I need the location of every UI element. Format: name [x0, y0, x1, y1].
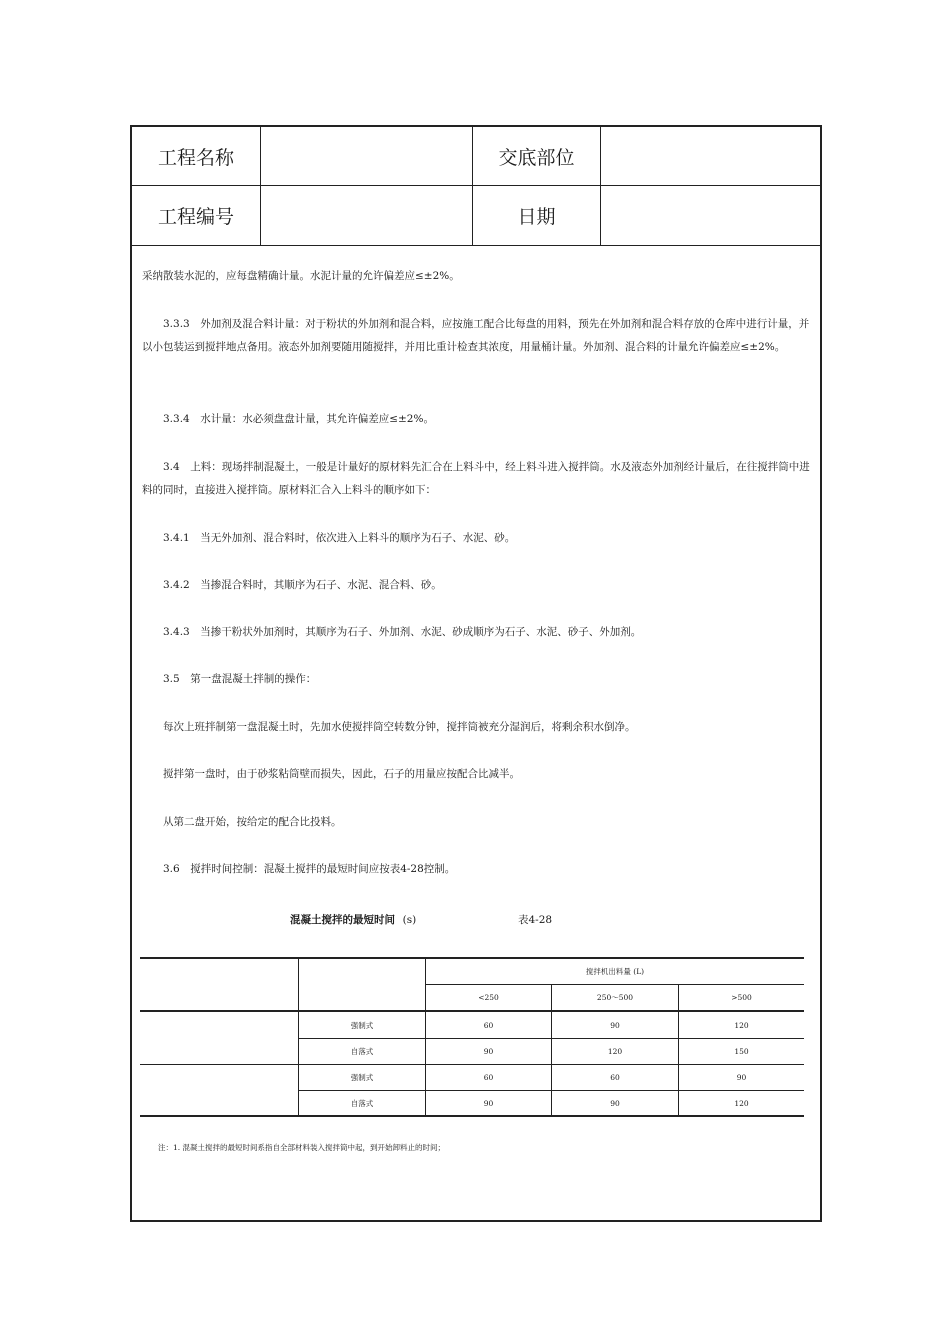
- table-col-header: >500: [731, 993, 752, 1002]
- paragraph: 3.4.1 当无外加剂、混合料时，依次进入上料斗的顺序为石子、水泥、砂。: [163, 532, 516, 544]
- paragraph: 3.5 第一盘混凝土拌制的操作：: [163, 673, 317, 685]
- paragraph: 3.4.2 当掺混合料时，其顺序为石子、水泥、混合料、砂。: [163, 579, 442, 591]
- table-row-type: 自落式: [350, 1098, 374, 1108]
- table-cell: 120: [734, 1020, 749, 1030]
- paragraph: 搅拌第一盘时，由于砂浆粘筒壁而损失，因此，石子的用量应按配合比减半。: [163, 768, 520, 780]
- table-row-type: 强制式: [350, 1073, 374, 1082]
- table-group-header: 搅拌机出料量 (L): [585, 967, 645, 976]
- table-number: 表4-28: [518, 914, 553, 926]
- header-grid: [132, 127, 820, 245]
- table-caption-unit: (s): [402, 914, 417, 926]
- paragraph: 采纳散装水泥的，应每盘精确计量。水泥计量的允许偏差应≤±2%。: [142, 270, 460, 282]
- table-cell: 60: [610, 1073, 620, 1082]
- table-cell: 120: [607, 1047, 623, 1056]
- table-cell: 120: [734, 1098, 749, 1108]
- table-col-header: 250～500: [596, 993, 634, 1002]
- paragraph: 3.4.3 当掺干粉状外加剂时，其顺序为石子、外加剂、水泥、砂成顺序为石子、水泥、砂子、外加剂。: [163, 626, 642, 638]
- table-cell: 90: [483, 1047, 494, 1056]
- table-caption-text: 混凝土搅拌的最短时间: [290, 914, 395, 926]
- table-cell: 90: [483, 1098, 494, 1108]
- part-label: 交底部位: [498, 146, 575, 169]
- paragraph: 每次上班拌制第一盘混凝土时，先加水使搅拌筒空转数分钟，搅拌筒被充分湿润后，将剩余积水倒净。: [163, 721, 636, 733]
- table-cell: 90: [736, 1073, 747, 1082]
- table-cell: 150: [734, 1047, 749, 1056]
- table-rule-bottom: [140, 1115, 804, 1117]
- table-cell: 90: [610, 1020, 620, 1030]
- table-cell: 60: [483, 1020, 494, 1030]
- table-cell: 60: [483, 1073, 494, 1082]
- divider: [132, 245, 820, 246]
- project-name-field[interactable]: [261, 127, 472, 185]
- project-no-label: 工程编号: [157, 206, 234, 228]
- table-col-header: <250: [478, 993, 499, 1002]
- paragraph: 3.3.4 水计量：水必须盘盘计量，其允许偏差应≤±2%。: [163, 413, 434, 425]
- date-field[interactable]: [601, 186, 820, 245]
- document-frame: [130, 125, 822, 1222]
- paragraph: 3.3.3 外加剂及混合料计量：对于粉状的外加剂和混合料，应按施工配合比每盘的用料，预先在外加剂和混合料存放的仓库中进行计量，并以小包装运到搅拌地点备用。液态外加剂要随用随搅拌，并用比重计检查其浓度，用量桶计量。外加剂、混合料的计量允许偏差应≤±2%。: [142, 318, 810, 353]
- paragraph: 3.4 上料：现场拌制混凝土，一般是计量好的原材料先汇合在上料斗中，经上料斗进入搅拌筒。水及液态外加剂经计量后，在往搅拌筒中进料的同时，直接进入搅拌筒。原材料汇合入上料斗的顺序如下：: [142, 461, 810, 496]
- paragraph: 3.6 搅拌时间控制：混凝土搅拌的最短时间应按表4-28控制。: [163, 863, 456, 875]
- date-label: 日期: [517, 206, 556, 228]
- part-field[interactable]: [601, 127, 820, 185]
- project-name-label: 工程名称: [157, 146, 234, 169]
- table-row-type: 强制式: [350, 1020, 374, 1030]
- table-caption: [290, 912, 416, 927]
- table-cell: 90: [610, 1098, 620, 1108]
- mixing-time-table: [140, 957, 804, 1117]
- project-no-field[interactable]: [261, 186, 472, 245]
- paragraph: 从第二盘开始，按给定的配合比投料。: [163, 816, 342, 828]
- table-note: 注：1. 混凝土搅拌的最短时间系指自全部材料装入搅拌筒中起，到开始卸料止的时间；: [158, 1143, 446, 1152]
- table-row-type: 自落式: [350, 1047, 374, 1056]
